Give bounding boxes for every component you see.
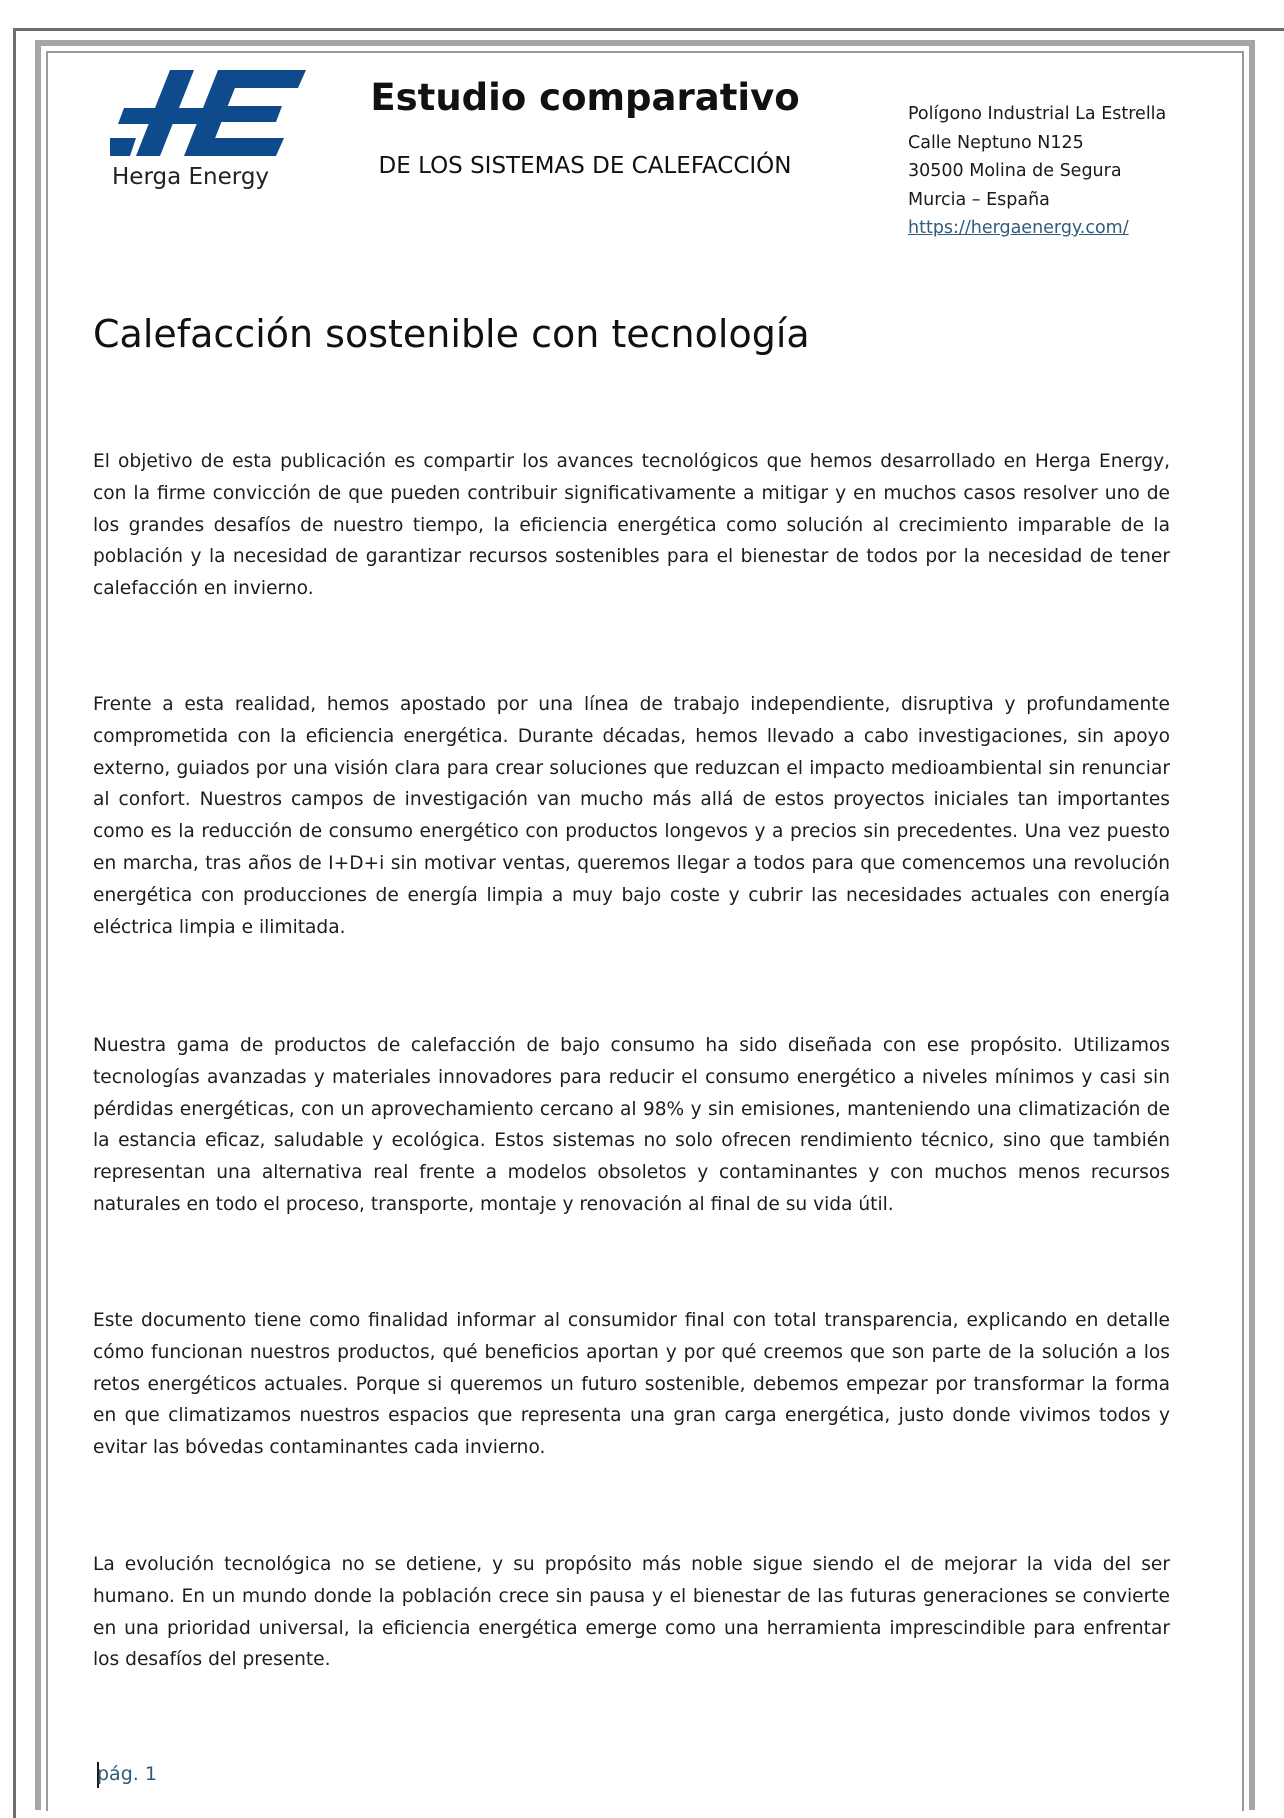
herga-logo-icon: [110, 68, 310, 163]
section-heading: Calefacción sostenible con tecnología: [93, 312, 810, 356]
body-paragraph: El objetivo de esta publicación es compartir los avances tecnológicos que hemos desarrollado en Herga Energy, con la firme convicción de que pueden contribuir significativamente a mitigar y en muchos casos resolver uno de los grandes desafíos de nuestro tiempo, la eficiencia energética como solución al crecimiento imparable de la población y la necesidad de garantizar recursos sostenibles para el bienestar de todos por la necesidad de tener calefacción en invierno.: [93, 451, 1170, 600]
body-paragraph: Nuestra gama de productos de calefacción de bajo consumo ha sido diseñada con ese propósito. Utilizamos tecnologías avanzadas y materiales innovadores para reducir el consumo energético a niveles mínimos y casi sin pérdidas energéticas, con un aprovechamiento cercano al 98% y sin emisiones, manteniendo una climatización de la estancia eficaz, saludable y ecológica. Estos sistemas no solo ofrecen rendimiento técnico, sino que también representan una alternativa real frente a modelos obsoletos y contaminantes y con muchos menos recursos naturales en todo el proceso, transporte, montaje y renovación al final de su vida útil.: [93, 1035, 1170, 1215]
body-paragraph: Este documento tiene como finalidad informar al consumidor final con total transparencia, explicando en detalle cómo funcionan nuestros productos, qué beneficios aportan y por qué creemos que son parte de la solución a los retos energéticos actuales. Porque si queremos un futuro sostenible, debemos empezar por transformar la forma en que climatizamos nuestros espacios que representa una gran carga energética, justo donde vivimos todos y evitar las bóvedas contaminantes cada invierno.: [93, 1310, 1170, 1459]
website-link[interactable]: https://hergaenergy.com/: [908, 218, 1129, 238]
company-logo: [110, 68, 310, 198]
logo-wordmark: Herga Energy: [112, 164, 270, 190]
body-paragraph: Frente a esta realidad, hemos apostado por una línea de trabajo independiente, disruptiva y profundamente comprometida con la eficiencia energética. Durante décadas, hemos llevado a cabo investigaciones, sin apoyo externo, guiados por una visión clara para crear soluciones que reduzcan el impacto medioambiental sin renunciar al confort. Nuestros campos de investigación van mucho más allá de estos proyectos iniciales tan importantes como es la reducción de consumo energético con productos longevos y a precios sin precedentes. Una vez puesto en marcha, tras años de I+D+i sin motivar ventas, queremos llegar a todos para que comencemos una revolución energética con producciones de energía limpia a muy bajo coste y cubrir las necesidades actuales con energía eléctrica limpia e ilimitada.: [93, 694, 1170, 938]
document-subtitle: DE LOS SISTEMAS DE CALEFACCIÓN: [378, 153, 792, 179]
page-number: pág. 1: [97, 1763, 157, 1785]
document-title: Estudio comparativo: [370, 76, 800, 119]
address-line: Murcia – España: [908, 189, 1050, 210]
body-paragraph: La evolución tecnológica no se detiene, y su propósito más noble sigue siendo el de mejorar la vida del ser humano. En un mundo donde la población crece sin pausa y el bienestar de las futuras generaciones se convierte en una prioridad universal, la eficiencia energética emerge como una herramienta imprescindible para enfrentar los desafíos del presente.: [93, 1554, 1170, 1671]
company-address: [908, 100, 1166, 243]
address-line: 30500 Molina de Segura: [908, 161, 1122, 181]
address-line: Polígono Industrial La Estrella: [908, 104, 1167, 124]
address-line: Calle Neptuno N125: [908, 132, 1084, 153]
